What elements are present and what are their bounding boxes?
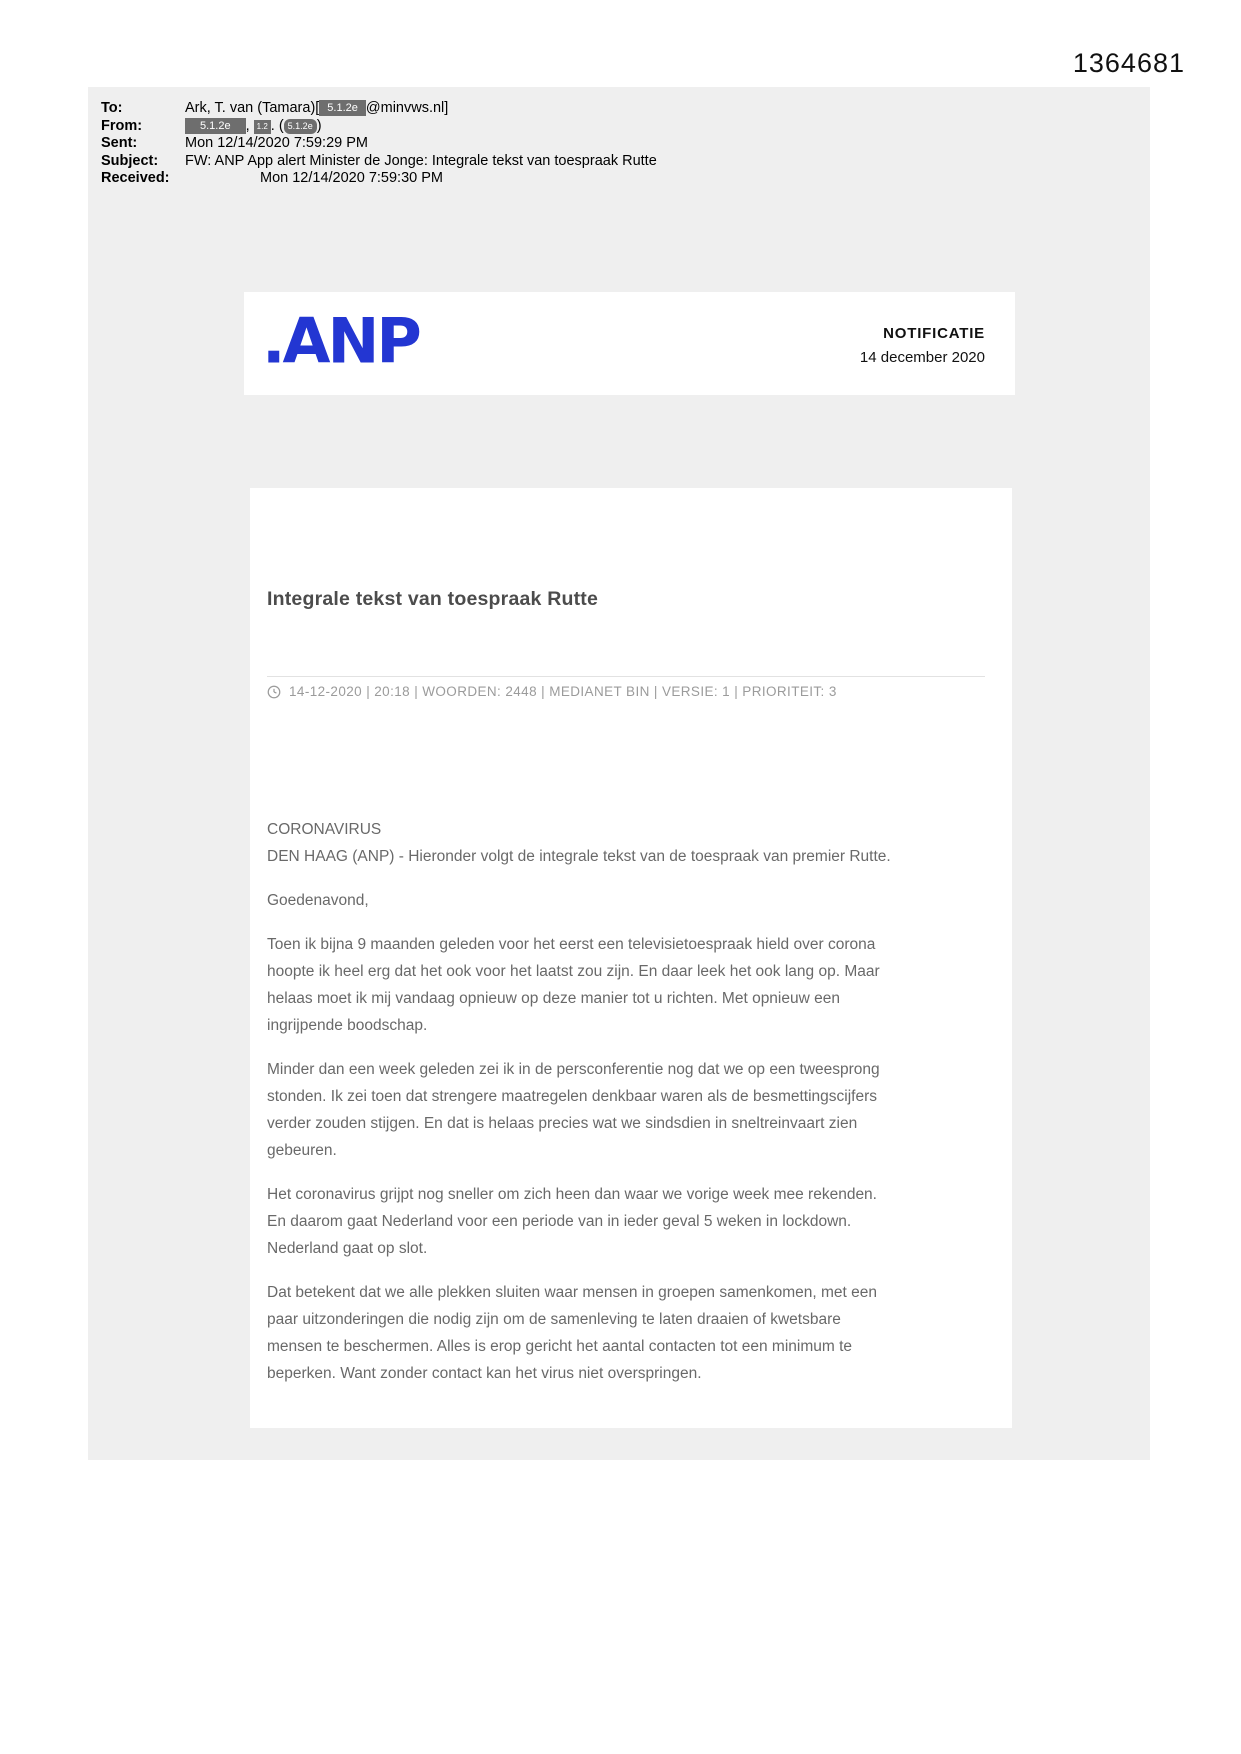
from-label: From: — [101, 117, 143, 134]
email-header-row-to — [101, 100, 657, 118]
anp-header-card — [244, 292, 1015, 395]
sent-value: Mon 12/14/2020 7:59:29 PM — [185, 135, 368, 151]
from-value — [185, 118, 322, 136]
email-header-row-received — [101, 170, 657, 188]
divider — [267, 676, 985, 677]
subject-value: FW: ANP App alert Minister de Jonge: Integrale tekst van toespraak Rutte — [185, 152, 657, 169]
article-card — [250, 488, 1012, 1428]
email-header-row-from — [101, 118, 657, 136]
paragraph: Toen ik bijna 9 maanden geleden voor het eerst een televisietoespraak hield over corona hoopte ik heel erg dat het ook voor het laatst zou zijn. En daar leek het ook lang op. Maar helaas moet ik mij vandaag opnieuw op deze manier tot u richten. Met opnieuw een ingrijpende boodschap. — [267, 936, 880, 1034]
email-header-row-sent — [101, 135, 657, 153]
sent-label: Sent: — [101, 135, 138, 151]
received-value: Mon 12/14/2020 7:59:30 PM — [260, 170, 443, 186]
redaction-box: 5.1.2e — [185, 118, 246, 134]
notification-date: 14 december 2020 — [859, 349, 985, 366]
article-title: Integrale tekst van toespraak Rutte — [267, 588, 599, 610]
redaction-box: 5.1.2e — [284, 119, 317, 134]
paragraph: DEN HAAG (ANP) - Hieronder volgt de integrale tekst van de toespraak van premier Rutte. — [267, 848, 891, 865]
paragraph: Het coronavirus grijpt nog sneller om zich heen dan waar we vorige week mee rekenden. En daarom gaat Nederland voor een periode van in ieder geval 5 weken in lockdown. Nederland gaat op slot. — [267, 1186, 877, 1257]
paragraph: Minder dan een week geleden zei ik in de persconferentie nog dat we op een tweesprong stonden. Ik zei toen dat strengere maatregelen denkbaar waren als de besmettingscijfers verder zouden stijgen. En dat is helaas precies wat we sindsdien in sneltreinvaart zien gebeuren. — [267, 1061, 880, 1159]
subject-label: Subject: — [101, 152, 159, 169]
from-separator: , — [245, 117, 254, 134]
redaction-box: 1.2 — [254, 120, 271, 134]
scan-area — [88, 87, 1150, 1460]
paragraph: Goedenavond, — [267, 892, 369, 909]
article-body — [267, 816, 895, 1404]
from-separator: ) — [316, 117, 322, 134]
email-header-row-subject — [101, 153, 657, 171]
to-value — [185, 100, 448, 118]
notification-block — [860, 325, 985, 366]
anp-logo: .ANP — [262, 304, 419, 378]
to-label: To: — [101, 100, 123, 116]
paragraph: Dat betekent dat we alle plekken sluiten waar mensen in groepen samenkomen, met een paar uitzonderingen die nodig zijn om de samenleving te laten draaien of kwetsbare mensen te beschermen. Alles is erop gericht het aantal contacten tot een minimum te beperken. Want zonder contact kan het virus niet overspringen. — [267, 1284, 878, 1382]
from-separator: . ( — [270, 117, 284, 134]
article-meta — [267, 684, 837, 699]
email-header — [101, 100, 657, 188]
to-value-prefix: Ark, T. van (Tamara)[ — [185, 100, 320, 116]
received-label: Received: — [101, 170, 170, 186]
redaction-box: 5.1.2e — [319, 100, 366, 116]
article-meta-text: 14-12-2020 | 20:18 | WOORDEN: 2448 | MEDIANET BIN | VERSIE: 1 | PRIORITEIT: 3 — [289, 684, 837, 699]
paragraph: CORONAVIRUS — [267, 821, 382, 838]
to-value-suffix: @minvws.nl] — [365, 100, 449, 116]
clock-icon — [267, 685, 281, 699]
notification-label: NOTIFICATIE — [883, 325, 985, 342]
document-id: 1364681 — [1072, 48, 1185, 78]
